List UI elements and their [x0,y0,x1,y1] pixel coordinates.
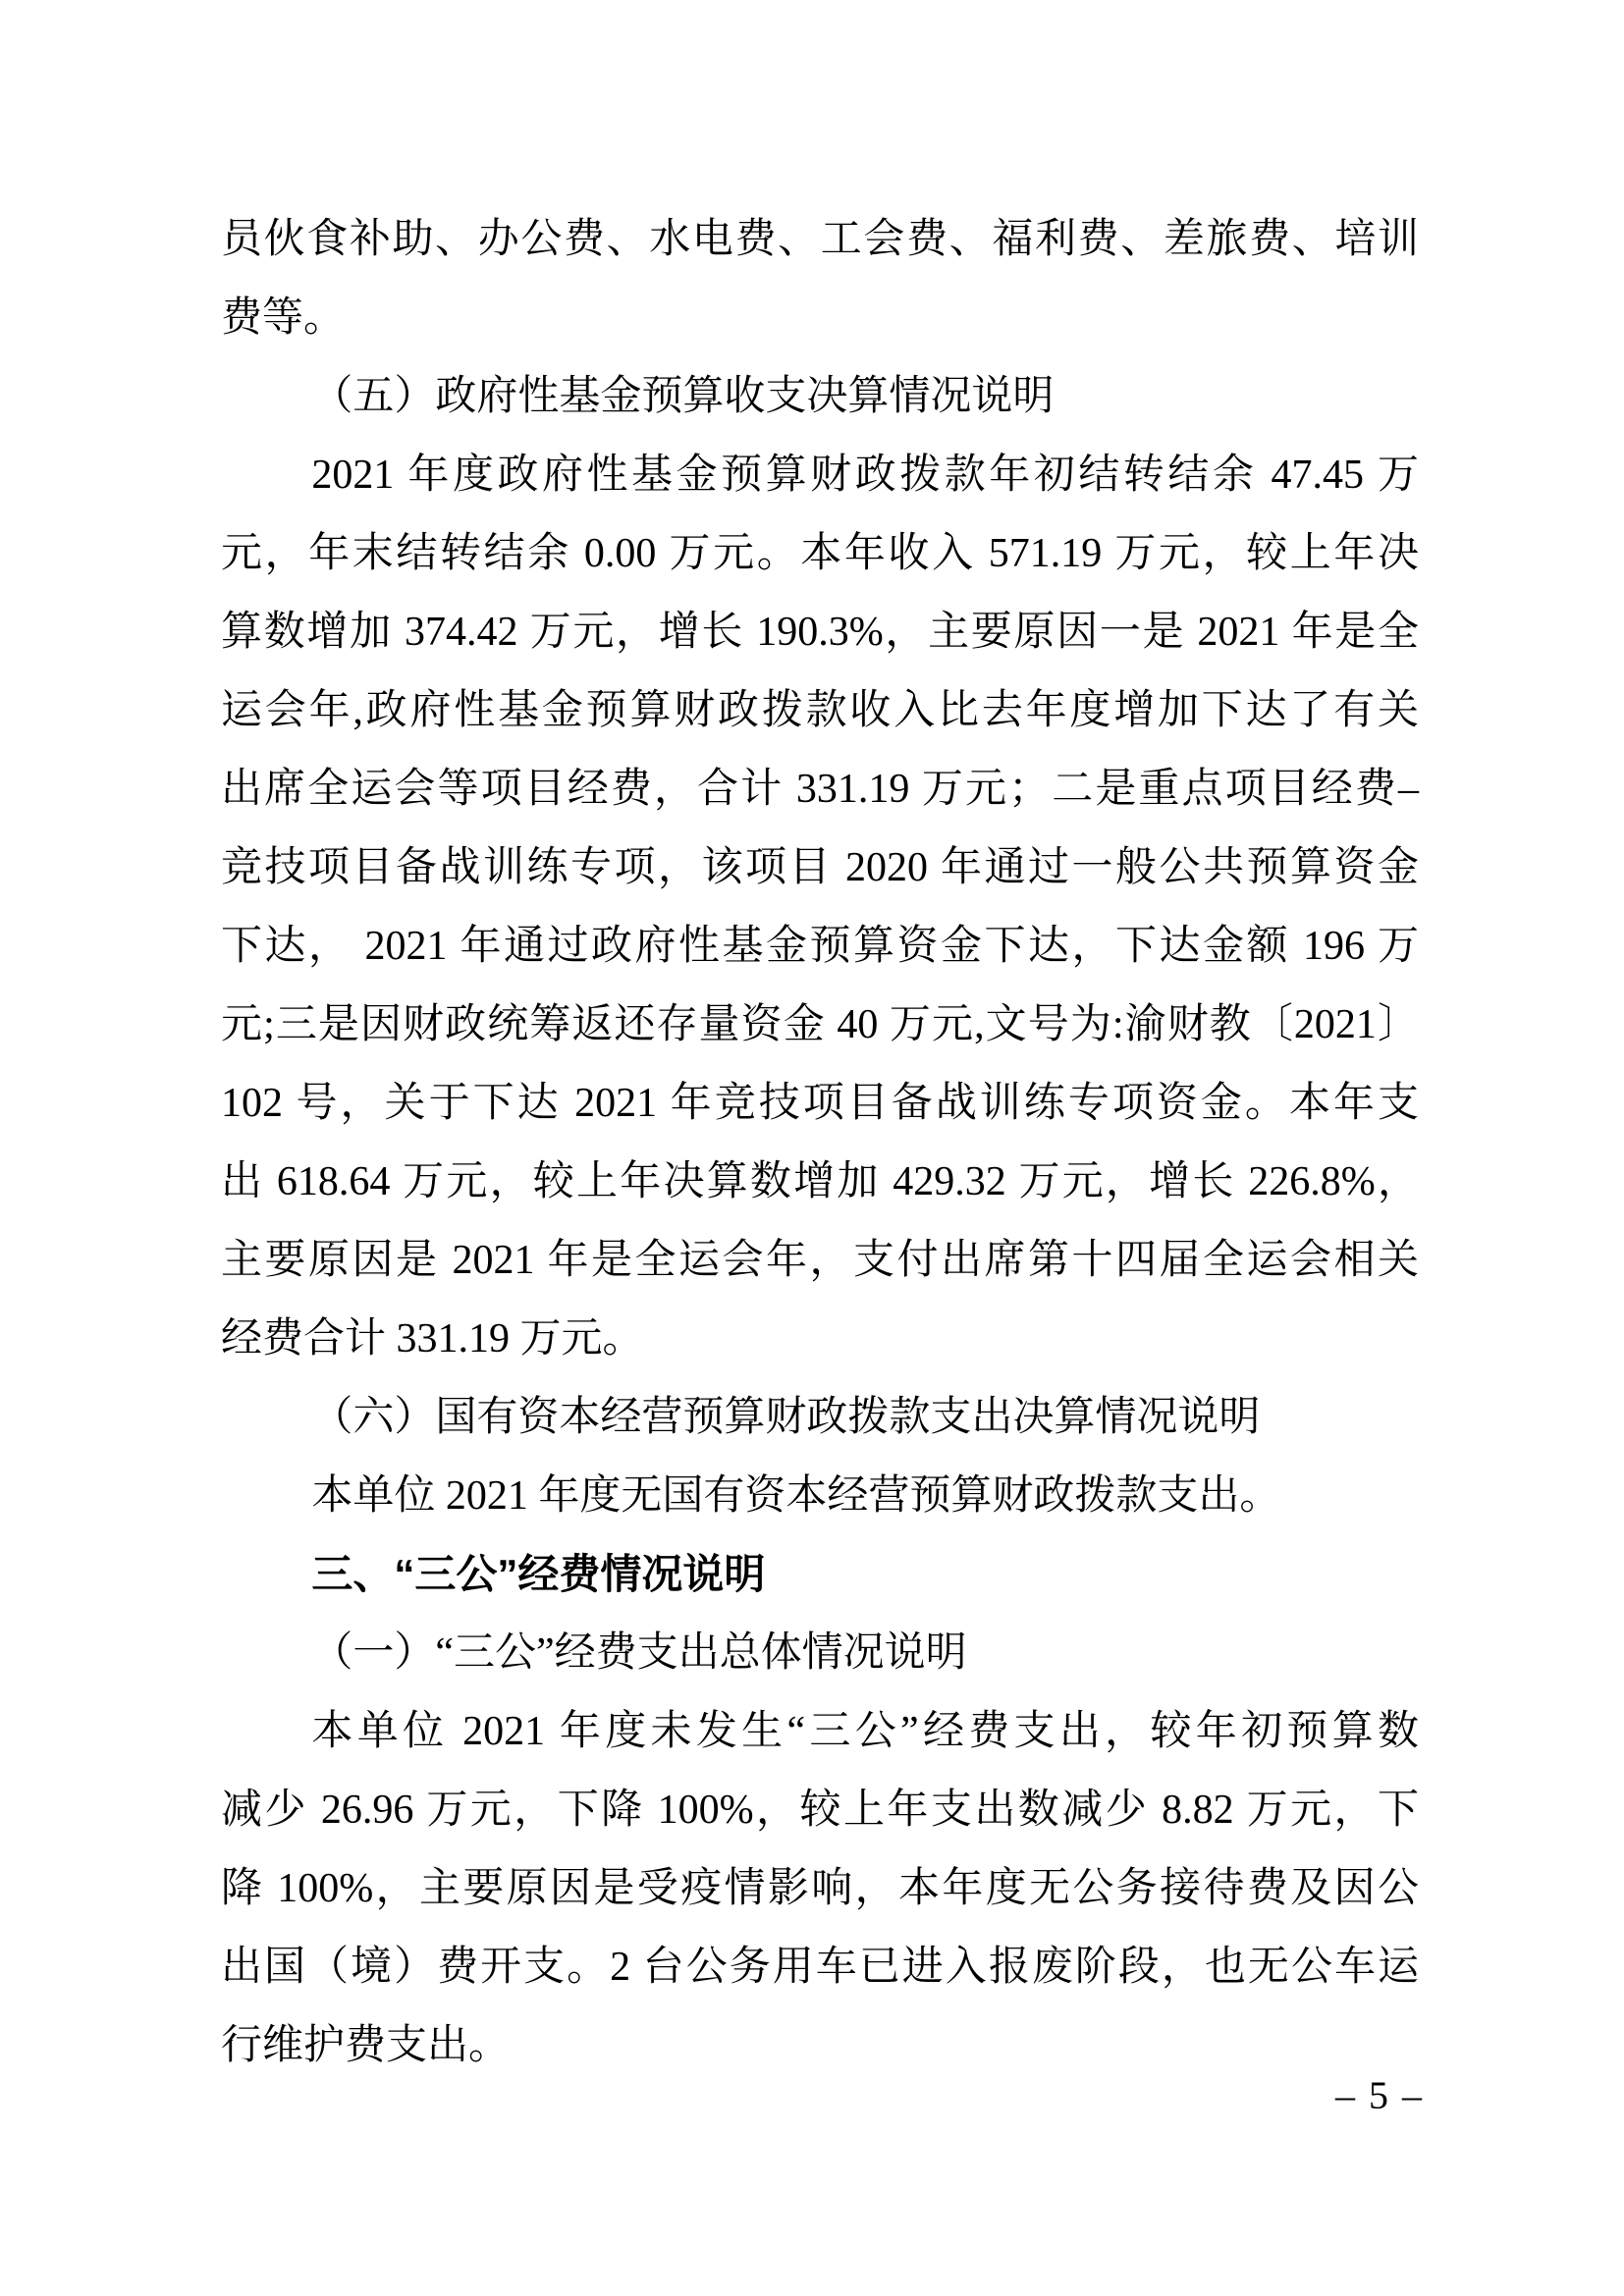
section-heading: （六）国有资本经营预算财政拨款支出决算情况说明 [311,1395,1261,1440]
text-line: 费等。 [221,295,346,341]
section-heading: 三、“三公”经费情况说明 [311,1551,766,1597]
text-line: 下达， 2021 年通过政府性基金预算资金下达，下达金额 196 万 [221,924,1419,969]
text-line: 102 号，关于下达 2021 年竞技项目备战训练专项资金。本年支 [221,1081,1419,1126]
text-line: 运会年,政府性基金预算财政拨款收入比去年度增加下达了有关 [221,688,1419,733]
text-line: 2021 年度政府性基金预算财政拨款年初结转结余 47.45 万 [311,453,1419,498]
section-heading: （一）“三公”经费支出总体情况说明 [311,1630,967,1676]
text-line: 降 100%，主要原因是受疫情影响，本年度无公务接待费及因公 [221,1866,1419,1911]
text-line: 出国（境）费开支。2 台公务用车已进入报废阶段，也无公车运 [221,1945,1419,1990]
text-line: 元，年末结转结余 0.00 万元。本年收入 571.19 万元，较上年决 [221,531,1419,576]
text-line: 减少 26.96 万元，下降 100%，较上年支出数减少 8.82 万元，下 [221,1788,1419,1833]
text-line: 出席全运会等项目经费，合计 331.19 万元；二是重点项目经费– [221,767,1419,812]
text-line: 竞技项目备战训练专项，该项目 2020 年通过一般公共预算资金 [221,845,1419,890]
page-number: – 5 – [1335,2073,1424,2117]
document-body [221,200,1419,2085]
section-heading: （五）政府性基金预算收支决算情况说明 [311,374,1055,419]
text-line: 员伙食补助、办公费、水电费、工会费、福利费、差旅费、培训 [221,217,1419,262]
text-line: 主要原因是 2021 年是全运会年，支付出席第十四届全运会相关 [221,1238,1419,1283]
text-line: 行维护费支出。 [221,2023,511,2068]
text-line: 元;三是因财政统筹返还存量资金 40 万元,文号为:渝财教〔2021〕 [221,1002,1419,1047]
text-line: 出 618.64 万元，较上年决算数增加 429.32 万元，增长 226.8%， [221,1159,1419,1204]
text-line: 本单位 2021 年度无国有资本经营预算财政拨款支出。 [311,1473,1281,1519]
text-line: 本单位 2021 年度未发生“三公”经费支出，较年初预算数 [311,1709,1419,1754]
text-line: 经费合计 331.19 万元。 [221,1316,644,1362]
text-line: 算数增加 374.42 万元，增长 190.3%，主要原因一是 2021 年是全 [221,610,1419,655]
